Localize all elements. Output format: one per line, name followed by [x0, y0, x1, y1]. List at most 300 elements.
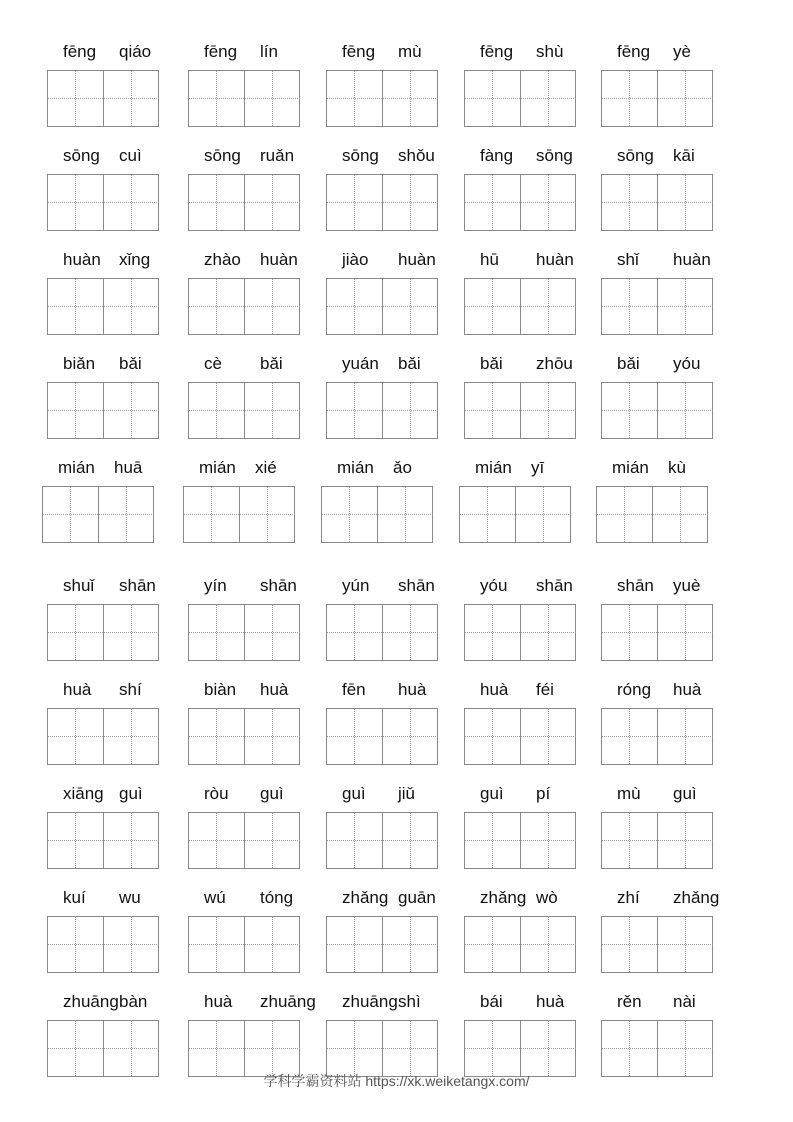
writing-box[interactable] [601, 382, 713, 439]
guide-line-horizontal [658, 410, 713, 411]
character-square[interactable] [244, 71, 300, 126]
character-square[interactable] [48, 605, 103, 660]
pinyin-syllable: xié [255, 458, 277, 477]
writing-box[interactable] [188, 708, 300, 765]
pinyin-syllable: bǎi [480, 354, 503, 373]
character-square[interactable] [189, 1021, 244, 1076]
pinyin-cell [47, 576, 159, 666]
pinyin-label [188, 42, 300, 68]
writing-box[interactable] [321, 486, 433, 543]
writing-box[interactable] [326, 812, 438, 869]
pinyin-syllable: huà [398, 680, 427, 699]
guide-line-horizontal [658, 98, 713, 99]
character-square[interactable] [602, 813, 657, 868]
guide-line-horizontal [465, 410, 520, 411]
character-square[interactable] [103, 813, 159, 868]
guide-line-horizontal [602, 736, 657, 737]
character-square[interactable] [382, 279, 438, 334]
pinyin-cell [601, 576, 713, 666]
writing-box[interactable] [188, 70, 300, 127]
character-square[interactable] [327, 917, 382, 972]
pinyin-syllable: bàn [119, 992, 148, 1011]
pinyin-cell [464, 784, 576, 874]
guide-line-horizontal [327, 410, 382, 411]
pinyin-syllable: guì [673, 784, 697, 803]
character-square[interactable] [597, 487, 652, 542]
writing-box[interactable] [464, 382, 576, 439]
pinyin-label [47, 576, 159, 602]
pinyin-label [47, 992, 159, 1018]
pinyin-cell [601, 146, 713, 236]
character-square[interactable] [327, 175, 382, 230]
pinyin-label [464, 680, 576, 706]
guide-line-horizontal [43, 514, 98, 515]
guide-line-horizontal [658, 306, 713, 307]
pinyin-syllable: fēng [480, 42, 514, 61]
writing-box[interactable] [326, 70, 438, 127]
writing-box[interactable] [47, 278, 159, 335]
guide-line-horizontal [327, 1048, 382, 1049]
guide-line-horizontal [104, 736, 159, 737]
writing-box[interactable] [47, 174, 159, 231]
character-square[interactable] [103, 1021, 159, 1076]
character-square[interactable] [244, 709, 300, 764]
character-square[interactable] [244, 1021, 300, 1076]
character-square[interactable] [327, 383, 382, 438]
character-square[interactable] [382, 71, 438, 126]
character-square[interactable] [382, 917, 438, 972]
writing-box[interactable] [601, 278, 713, 335]
guide-line-horizontal [48, 736, 103, 737]
character-square[interactable] [103, 71, 159, 126]
character-square[interactable] [322, 487, 377, 542]
pinyin-syllable: shí [119, 680, 142, 699]
writing-box[interactable] [188, 1020, 300, 1077]
pinyin-syllable: zhōu [536, 354, 573, 373]
writing-box[interactable] [601, 1020, 713, 1077]
writing-box[interactable] [464, 812, 576, 869]
pinyin-cell [601, 992, 713, 1082]
pinyin-syllable: yuè [673, 576, 701, 595]
character-square[interactable] [657, 175, 713, 230]
writing-box[interactable] [188, 916, 300, 973]
pinyin-cell [326, 576, 438, 666]
character-square[interactable] [189, 175, 244, 230]
character-square[interactable] [189, 605, 244, 660]
guide-line-horizontal [465, 1048, 520, 1049]
pinyin-cell [464, 250, 576, 340]
character-square[interactable] [48, 709, 103, 764]
pinyin-cell [188, 992, 316, 1082]
pinyin-syllable: guì [260, 784, 284, 803]
writing-box[interactable] [464, 174, 576, 231]
pinyin-syllable: rěn [617, 992, 642, 1011]
guide-line-horizontal [465, 306, 520, 307]
guide-line-horizontal [602, 410, 657, 411]
character-square[interactable] [465, 383, 520, 438]
writing-box[interactable] [464, 70, 576, 127]
character-square[interactable] [465, 175, 520, 230]
character-square[interactable] [657, 71, 713, 126]
pinyin-cell [464, 992, 576, 1082]
character-square[interactable] [103, 605, 159, 660]
writing-box[interactable] [464, 708, 576, 765]
pinyin-syllable: zhuāng [63, 992, 119, 1011]
pinyin-cell [47, 42, 159, 132]
guide-line-horizontal [658, 1048, 713, 1049]
writing-box[interactable] [596, 486, 708, 543]
guide-line-horizontal [383, 736, 438, 737]
guide-line-horizontal [383, 840, 438, 841]
character-square[interactable] [189, 709, 244, 764]
character-square[interactable] [48, 175, 103, 230]
character-square[interactable] [189, 813, 244, 868]
pinyin-syllable: shān [119, 576, 156, 595]
pinyin-cell [601, 784, 713, 874]
character-square[interactable] [465, 71, 520, 126]
character-square[interactable] [48, 1021, 103, 1076]
writing-box[interactable] [47, 1020, 159, 1077]
pinyin-cell [47, 888, 159, 978]
pinyin-label [188, 992, 316, 1018]
character-square[interactable] [382, 175, 438, 230]
pinyin-syllable: zhuāng [342, 992, 398, 1011]
pinyin-syllable: yín [204, 576, 227, 595]
pinyin-cell [47, 992, 159, 1082]
character-square[interactable] [602, 175, 657, 230]
character-square[interactable] [103, 279, 159, 334]
writing-box[interactable] [188, 812, 300, 869]
pinyin-syllable: shuǐ [63, 576, 95, 595]
writing-box[interactable] [326, 174, 438, 231]
character-square[interactable] [520, 605, 576, 660]
pinyin-cell [326, 784, 438, 874]
pinyin-label [459, 458, 571, 484]
pinyin-label [464, 250, 576, 276]
pinyin-syllable: guì [342, 784, 366, 803]
character-square[interactable] [43, 487, 98, 542]
character-square[interactable] [189, 71, 244, 126]
character-square[interactable] [657, 383, 713, 438]
character-square[interactable] [103, 383, 159, 438]
guide-line-horizontal [189, 736, 244, 737]
pinyin-syllable: jiào [342, 250, 369, 269]
writing-box[interactable] [47, 70, 159, 127]
writing-box[interactable] [326, 604, 438, 661]
pinyin-label [601, 42, 713, 68]
pinyin-label [464, 354, 576, 380]
pinyin-label [326, 576, 438, 602]
character-square[interactable] [244, 917, 300, 972]
guide-line-horizontal [465, 944, 520, 945]
writing-box[interactable] [183, 486, 295, 543]
character-square[interactable] [184, 487, 239, 542]
pinyin-syllable: shān [398, 576, 435, 595]
pinyin-syllable: fēng [342, 42, 376, 61]
character-square[interactable] [602, 605, 657, 660]
character-square[interactable] [520, 813, 576, 868]
pinyin-cell [326, 888, 438, 978]
pinyin-syllable: yóu [673, 354, 701, 373]
footer-watermark: 学科学霸资料站 https://xk.weiketangx.com/ [263, 1073, 530, 1089]
guide-line-horizontal [48, 202, 103, 203]
writing-box[interactable] [326, 1020, 438, 1077]
guide-line-horizontal [189, 1048, 244, 1049]
pinyin-label [601, 680, 713, 706]
character-square[interactable] [189, 383, 244, 438]
pinyin-syllable: mián [337, 458, 374, 477]
pinyin-syllable: zhào [204, 250, 241, 269]
guide-line-horizontal [327, 736, 382, 737]
pinyin-label [188, 250, 300, 276]
character-square[interactable] [657, 813, 713, 868]
pinyin-syllable: mù [617, 784, 641, 803]
writing-box[interactable] [47, 708, 159, 765]
pinyin-syllable: mián [199, 458, 236, 477]
character-square[interactable] [602, 917, 657, 972]
pinyin-label [188, 576, 300, 602]
writing-box[interactable] [47, 604, 159, 661]
character-square[interactable] [48, 279, 103, 334]
character-square[interactable] [602, 1021, 657, 1076]
character-square[interactable] [657, 709, 713, 764]
pinyin-label [464, 888, 576, 914]
character-square[interactable] [103, 917, 159, 972]
character-square[interactable] [520, 71, 576, 126]
character-square[interactable] [520, 709, 576, 764]
character-square[interactable] [460, 487, 515, 542]
character-square[interactable] [327, 709, 382, 764]
pinyin-label [464, 992, 576, 1018]
pinyin-syllable: sōng [63, 146, 100, 165]
pinyin-label [326, 888, 438, 914]
character-square[interactable] [327, 71, 382, 126]
pinyin-syllable: sōng [536, 146, 573, 165]
guide-line-horizontal [245, 98, 300, 99]
pinyin-syllable: jiǔ [398, 784, 416, 803]
character-square[interactable] [382, 1021, 438, 1076]
character-square[interactable] [244, 813, 300, 868]
writing-box[interactable] [464, 278, 576, 335]
character-square[interactable] [465, 605, 520, 660]
pinyin-syllable: wò [536, 888, 558, 907]
guide-line-horizontal [48, 98, 103, 99]
guide-line-horizontal [99, 514, 154, 515]
guide-line-horizontal [383, 306, 438, 307]
pinyin-syllable: fēng [617, 42, 651, 61]
pinyin-syllable: tóng [260, 888, 294, 907]
writing-box[interactable] [326, 278, 438, 335]
character-square[interactable] [657, 279, 713, 334]
pinyin-cell [601, 680, 713, 770]
pinyin-syllable: bǎi [617, 354, 640, 373]
pinyin-syllable: mián [475, 458, 512, 477]
character-square[interactable] [48, 71, 103, 126]
character-square[interactable] [382, 383, 438, 438]
character-square[interactable] [520, 917, 576, 972]
character-square[interactable] [244, 605, 300, 660]
character-square[interactable] [465, 813, 520, 868]
character-square[interactable] [244, 175, 300, 230]
writing-box[interactable] [47, 916, 159, 973]
pinyin-label [601, 250, 713, 276]
guide-line-horizontal [465, 202, 520, 203]
character-square[interactable] [382, 709, 438, 764]
pinyin-label [601, 354, 713, 380]
guide-line-horizontal [602, 944, 657, 945]
pinyin-cell [188, 146, 300, 236]
writing-box[interactable] [326, 916, 438, 973]
guide-line-horizontal [602, 632, 657, 633]
character-square[interactable] [48, 383, 103, 438]
character-square[interactable] [327, 279, 382, 334]
writing-box[interactable] [601, 174, 713, 231]
writing-box[interactable] [188, 604, 300, 661]
guide-line-horizontal [189, 306, 244, 307]
pinyin-cell [596, 458, 708, 548]
pinyin-syllable: mián [58, 458, 95, 477]
character-square[interactable] [465, 917, 520, 972]
character-square[interactable] [465, 1021, 520, 1076]
pinyin-cell [464, 576, 576, 666]
character-square[interactable] [602, 71, 657, 126]
guide-line-horizontal [48, 1048, 103, 1049]
pinyin-cell [464, 680, 576, 770]
pinyin-label [326, 992, 438, 1018]
character-square[interactable] [602, 709, 657, 764]
pinyin-label [326, 784, 438, 810]
character-square[interactable] [327, 605, 382, 660]
writing-box[interactable] [601, 70, 713, 127]
character-square[interactable] [327, 813, 382, 868]
character-square[interactable] [48, 813, 103, 868]
character-square[interactable] [189, 917, 244, 972]
pinyin-cell [326, 250, 438, 340]
pinyin-syllable: shān [617, 576, 654, 595]
character-square[interactable] [602, 279, 657, 334]
character-square[interactable] [520, 383, 576, 438]
guide-line-horizontal [104, 1048, 159, 1049]
pinyin-syllable: yóu [480, 576, 508, 595]
pinyin-syllable: fēng [204, 42, 238, 61]
pinyin-label [188, 680, 300, 706]
character-square[interactable] [382, 605, 438, 660]
pinyin-syllable: wu [119, 888, 141, 907]
writing-box[interactable] [47, 382, 159, 439]
writing-box[interactable] [601, 916, 713, 973]
pinyin-syllable: zhí [617, 888, 640, 907]
pinyin-label [601, 888, 720, 914]
character-square[interactable] [98, 487, 154, 542]
writing-box[interactable] [601, 604, 713, 661]
character-square[interactable] [520, 1021, 576, 1076]
character-square[interactable] [515, 487, 571, 542]
character-square[interactable] [189, 279, 244, 334]
character-square[interactable] [48, 917, 103, 972]
guide-line-horizontal [322, 514, 377, 515]
pinyin-syllable: biǎn [63, 354, 96, 373]
character-square[interactable] [520, 175, 576, 230]
guide-line-horizontal [245, 944, 300, 945]
pinyin-label [326, 680, 438, 706]
pinyin-label [326, 354, 438, 380]
pinyin-cell [464, 42, 576, 132]
writing-box[interactable] [464, 604, 576, 661]
character-square[interactable] [602, 383, 657, 438]
guide-line-horizontal [245, 410, 300, 411]
writing-box[interactable] [47, 812, 159, 869]
character-square[interactable] [465, 709, 520, 764]
guide-line-horizontal [104, 632, 159, 633]
character-square[interactable] [103, 175, 159, 230]
character-square[interactable] [652, 487, 708, 542]
pinyin-syllable: huà [204, 992, 233, 1011]
character-square[interactable] [520, 279, 576, 334]
writing-box[interactable] [326, 382, 438, 439]
writing-box[interactable] [42, 486, 154, 543]
character-square[interactable] [239, 487, 295, 542]
character-square[interactable] [103, 709, 159, 764]
pinyin-syllable: kù [668, 458, 686, 477]
character-square[interactable] [377, 487, 433, 542]
character-square[interactable] [382, 813, 438, 868]
character-square[interactable] [327, 1021, 382, 1076]
guide-line-horizontal [245, 632, 300, 633]
pinyin-label [326, 42, 438, 68]
writing-box[interactable] [464, 916, 576, 973]
guide-line-horizontal [48, 840, 103, 841]
character-square[interactable] [657, 917, 713, 972]
pinyin-syllable: huà [63, 680, 92, 699]
pinyin-cell [459, 458, 571, 548]
guide-line-horizontal [245, 840, 300, 841]
pinyin-label [47, 784, 159, 810]
writing-box[interactable] [188, 278, 300, 335]
writing-box[interactable] [188, 382, 300, 439]
guide-line-horizontal [602, 1048, 657, 1049]
guide-line-horizontal [48, 944, 103, 945]
pinyin-cell [47, 680, 159, 770]
character-square[interactable] [657, 1021, 713, 1076]
writing-box[interactable] [188, 174, 300, 231]
writing-box[interactable] [601, 708, 713, 765]
guide-line-horizontal [521, 632, 576, 633]
guide-line-horizontal [383, 410, 438, 411]
writing-box[interactable] [326, 708, 438, 765]
pinyin-label [188, 354, 300, 380]
writing-box[interactable] [464, 1020, 576, 1077]
character-square[interactable] [657, 605, 713, 660]
guide-line-horizontal [658, 202, 713, 203]
guide-line-horizontal [465, 632, 520, 633]
writing-box[interactable] [601, 812, 713, 869]
writing-box[interactable] [459, 486, 571, 543]
pinyin-syllable: ròu [204, 784, 229, 803]
guide-line-horizontal [327, 306, 382, 307]
pinyin-label [47, 888, 159, 914]
pinyin-syllable: bǎi [398, 354, 421, 373]
character-square[interactable] [244, 279, 300, 334]
guide-line-horizontal [521, 306, 576, 307]
pinyin-syllable: shān [536, 576, 573, 595]
guide-line-horizontal [597, 514, 652, 515]
guide-line-horizontal [383, 944, 438, 945]
character-square[interactable] [465, 279, 520, 334]
character-square[interactable] [244, 383, 300, 438]
pinyin-syllable: sōng [204, 146, 241, 165]
pinyin-syllable: huà [480, 680, 509, 699]
pinyin-label [42, 458, 154, 484]
